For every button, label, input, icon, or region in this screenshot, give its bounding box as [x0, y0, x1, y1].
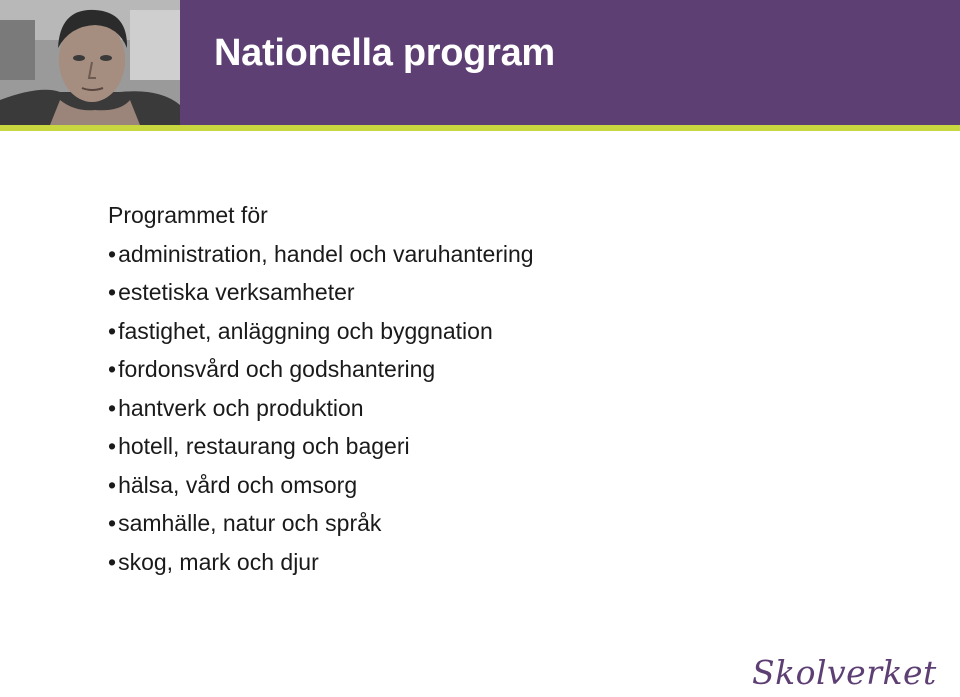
program-label: skog, mark och djur — [118, 548, 319, 575]
skolverket-logo: Skolverket — [752, 653, 937, 692]
bullet-icon: • — [108, 548, 117, 575]
list-item — [108, 504, 534, 543]
slide-body — [108, 196, 534, 581]
bullet-icon: • — [108, 510, 117, 536]
slide-title: Nationella program — [214, 32, 555, 74]
bullet-icon: • — [108, 240, 117, 267]
accent-divider — [0, 125, 960, 131]
program-label: fastighet, anläggning och byggnation — [118, 317, 493, 344]
bullet-icon: • — [108, 433, 117, 459]
program-list — [108, 235, 534, 582]
program-label: hantverk och produktion — [118, 394, 364, 421]
list-item — [108, 389, 534, 428]
program-label: hälsa, vård och omsorg — [118, 471, 358, 498]
list-item — [108, 235, 534, 274]
portrait-illustration — [0, 0, 180, 125]
header-bar — [0, 0, 960, 125]
program-label: fordonsvård och godshantering — [118, 356, 436, 382]
list-item — [108, 427, 534, 466]
portrait-photo — [0, 0, 180, 125]
list-item — [108, 350, 534, 389]
program-label: administration, handel och varuhantering — [118, 240, 534, 267]
program-label: hotell, restaurang och bageri — [118, 433, 410, 459]
bullet-icon: • — [108, 356, 117, 382]
bullet-icon: • — [108, 317, 117, 344]
list-item — [108, 312, 534, 351]
intro-text: Programmet för — [108, 202, 268, 228]
list-item — [108, 466, 534, 505]
list-item — [108, 543, 534, 582]
bullet-icon: • — [108, 394, 117, 421]
program-label: estetiska verksamheter — [118, 279, 355, 305]
bullet-icon: • — [108, 471, 117, 498]
bullet-icon: • — [108, 279, 117, 305]
list-item — [108, 273, 534, 312]
program-label: samhälle, natur och språk — [118, 510, 382, 536]
